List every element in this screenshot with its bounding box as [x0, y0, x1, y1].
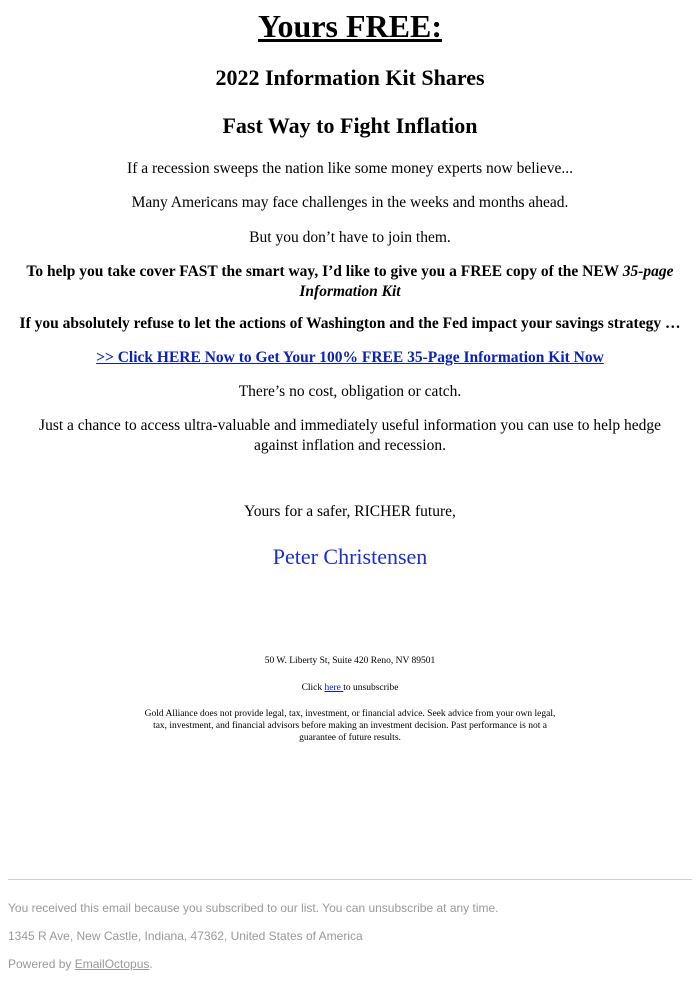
emailoctopus-link[interactable]: EmailOctopus — [74, 957, 150, 971]
unsubscribe-link[interactable]: here — [324, 683, 344, 693]
closing-line: Yours for a safer, RICHER future, — [244, 503, 456, 520]
subheadline-inflation: Fast Way to Fight Inflation — [222, 113, 478, 138]
footer-powered — [8, 956, 692, 972]
cta-line — [0, 348, 700, 368]
paragraph-challenges: Many Americans may face challenges in the weeks and months ahead. — [131, 194, 569, 211]
powered-suffix: . — [149, 957, 153, 971]
offer-text: To help you take cover FAST the smart way, I’d like to give you a FREE copy of the NEW — [26, 263, 623, 280]
unsubscribe-line — [0, 682, 700, 695]
footer-divider — [8, 879, 692, 880]
paragraph-refuse: If you absolutely refuse to let the actions of Washington and the Fed impact your savings strategy … — [19, 315, 681, 332]
paragraph-no-cost: There’s no cost, obligation or catch. — [238, 383, 462, 400]
footer-notice: You received this email because you subscribed to our list. You can unsubscribe at any time. — [8, 901, 499, 915]
company-address: 50 W. Liberty St, Suite 420 Reno, NV 89501 — [264, 656, 436, 666]
headline: Yours FREE: — [257, 8, 442, 44]
unsubscribe-prefix: Click — [301, 683, 325, 693]
paragraph-offer — [10, 262, 690, 302]
paragraph-join: But you don’t have to join them. — [249, 229, 451, 246]
disclaimer: Gold Alliance does not provide legal, tax, investment, or financial advice. Seek advice from your own legal, tax, investment, and financial advisors before making an investment decision. Past performance is not a guarantee of future results. — [144, 709, 556, 743]
subheadline-kit: 2022 Information Kit Shares — [215, 65, 485, 90]
cta-link[interactable]: >> Click HERE Now to Get Your 100% FREE 35-Page Information Kit Now — [96, 349, 604, 366]
paragraph-access: Just a chance to access ultra-valuable and immediately useful information you can use to help hedge against inflation and recession. — [39, 417, 661, 454]
signature: Peter Christensen — [272, 544, 428, 569]
offer-kit-italic: 35-page Information Kit — [299, 263, 674, 300]
footer-address: 1345 R Ave, New Castle, Indiana, 47362, United States of America — [8, 929, 363, 943]
unsubscribe-suffix: to unsubscribe — [343, 683, 399, 693]
powered-prefix: Powered by — [8, 957, 75, 971]
paragraph-recession: If a recession sweeps the nation like some money experts now believe... — [127, 160, 573, 177]
